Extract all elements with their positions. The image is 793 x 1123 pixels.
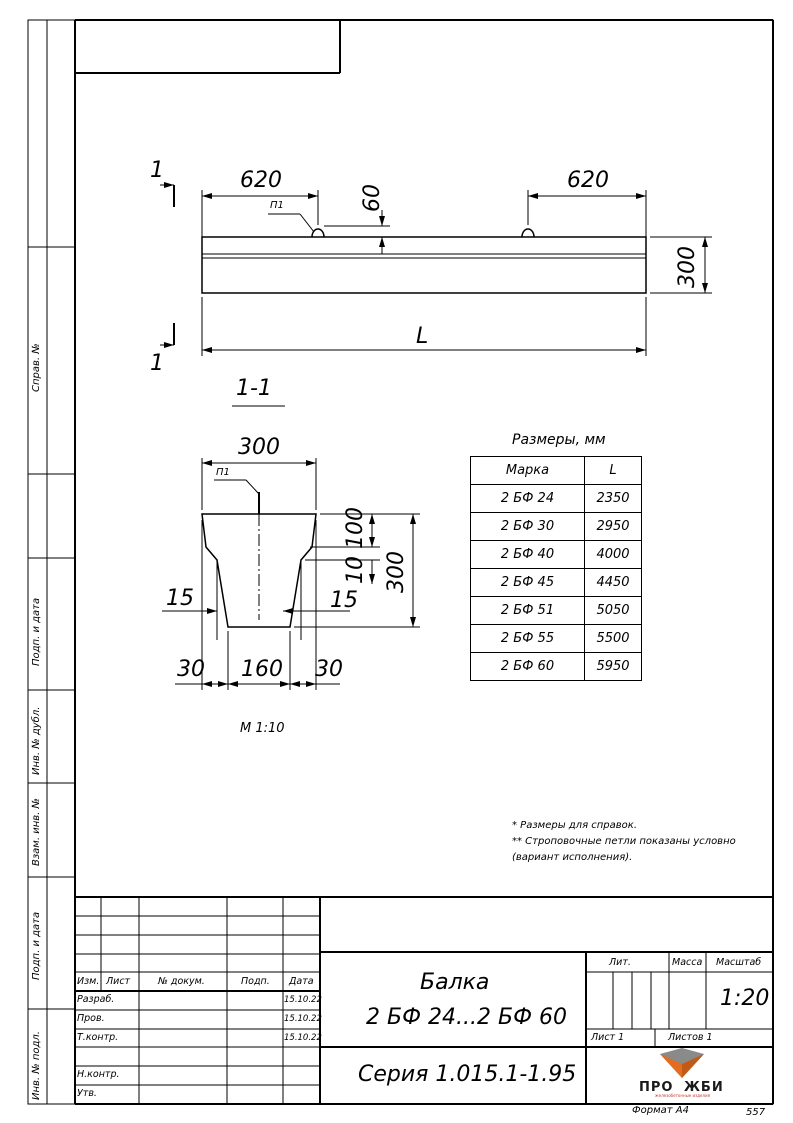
tb-name-line-1: Балка bbox=[420, 970, 490, 995]
side-inv-dubl: Инв. № дубл. bbox=[31, 706, 42, 775]
tb-nkontr: Н.контр. bbox=[77, 1069, 120, 1080]
table-header-row bbox=[471, 457, 642, 485]
note-line-3: (вариант исполнения). bbox=[512, 852, 633, 863]
dim-30-right: 30 bbox=[315, 657, 343, 682]
table-row bbox=[471, 653, 642, 681]
row-length: 5500 bbox=[585, 625, 642, 653]
tb-razrab: Разраб. bbox=[77, 994, 115, 1005]
dim-100: 100 bbox=[343, 507, 368, 549]
side-sprav: Справ. № bbox=[31, 343, 42, 392]
row-mark: 2 БФ 60 bbox=[471, 653, 585, 681]
tb-name-line-2: 2 БФ 24...2 БФ 60 bbox=[366, 1005, 567, 1030]
section-title: 1-1 bbox=[236, 376, 272, 401]
tb-data: Дата bbox=[289, 976, 314, 987]
table-row bbox=[471, 541, 642, 569]
dim-length: L bbox=[416, 324, 429, 349]
dim-300-right: 300 bbox=[384, 551, 409, 593]
dim-15-right: 15 bbox=[330, 588, 358, 613]
dim-15-left: 15 bbox=[166, 586, 194, 611]
loop-label-section: П1 bbox=[216, 467, 230, 478]
row-length: 4450 bbox=[585, 569, 642, 597]
tb-series: Серия 1.015.1-1.95 bbox=[358, 1062, 577, 1087]
dim-300-elevation: 300 bbox=[675, 246, 700, 288]
row-mark: 2 БФ 30 bbox=[471, 513, 585, 541]
tb-list: Лист bbox=[106, 976, 131, 987]
tb-date-1: 15.10.22 bbox=[284, 995, 322, 1005]
logo-tagline: железобетонные изделия bbox=[655, 1093, 710, 1098]
dim-10: 10 bbox=[343, 556, 368, 584]
tb-sheet: Лист 1 bbox=[591, 1032, 625, 1043]
row-length: 5050 bbox=[585, 597, 642, 625]
tb-date-3: 15.10.22 bbox=[284, 1033, 322, 1043]
tb-masshtab: Масштаб bbox=[716, 957, 762, 968]
row-length: 2950 bbox=[585, 513, 642, 541]
note-line-1: * Размеры для справок. bbox=[512, 820, 638, 831]
tb-massa: Масса bbox=[672, 957, 703, 968]
side-podp-data-2: Подп. и дата bbox=[31, 911, 42, 980]
table-row bbox=[471, 569, 642, 597]
row-mark: 2 БФ 45 bbox=[471, 569, 585, 597]
loop-label-elevation: П1 bbox=[270, 200, 284, 211]
note-line-2: ** Строповочные петли показаны условно bbox=[512, 836, 736, 847]
header-mark: Марка bbox=[471, 457, 585, 485]
dim-620-right: 620 bbox=[567, 168, 609, 193]
table-row bbox=[471, 485, 642, 513]
logo-right-text: ЖБИ bbox=[684, 1080, 724, 1095]
tb-prov: Пров. bbox=[77, 1013, 105, 1024]
side-podp-data-1: Подп. и дата bbox=[31, 597, 42, 666]
dim-620-left: 620 bbox=[240, 168, 282, 193]
sizes-table-caption: Размеры, мм bbox=[512, 432, 606, 448]
dim-30-left: 30 bbox=[177, 657, 205, 682]
side-inv-podl: Инв. № подл. bbox=[31, 1031, 42, 1100]
section-scale: М 1:10 bbox=[240, 721, 285, 736]
row-mark: 2 БФ 55 bbox=[471, 625, 585, 653]
row-length: 4000 bbox=[585, 541, 642, 569]
dim-160: 160 bbox=[241, 657, 283, 682]
side-vzam-inv: Взам. инв. № bbox=[31, 798, 42, 866]
logo-left-text: ПРО bbox=[639, 1080, 674, 1095]
tb-podp: Подп. bbox=[241, 976, 270, 987]
section-mark-bottom: 1 bbox=[150, 351, 164, 376]
tb-utv: Утв. bbox=[77, 1088, 97, 1099]
tb-sheets: Листов 1 bbox=[668, 1032, 713, 1043]
row-length: 2350 bbox=[585, 485, 642, 513]
footer-code: 557 bbox=[746, 1107, 766, 1118]
dim-60: 60 bbox=[360, 184, 385, 212]
header-length: L bbox=[585, 457, 642, 485]
section-mark-top: 1 bbox=[150, 158, 164, 183]
row-mark: 2 БФ 24 bbox=[471, 485, 585, 513]
tb-scale: 1:20 bbox=[720, 986, 770, 1011]
table-row bbox=[471, 625, 642, 653]
dim-300-top: 300 bbox=[238, 435, 280, 460]
tb-doc: № докум. bbox=[158, 976, 205, 987]
row-length: 5950 bbox=[585, 653, 642, 681]
tb-date-2: 15.10.22 bbox=[284, 1014, 322, 1024]
sizes-table bbox=[470, 456, 642, 681]
tb-tkontr: Т.контр. bbox=[77, 1032, 119, 1043]
tb-izm: Изм. bbox=[77, 976, 100, 987]
table-row bbox=[471, 597, 642, 625]
table-row bbox=[471, 513, 642, 541]
tb-lit: Лит. bbox=[609, 957, 631, 968]
row-mark: 2 БФ 40 bbox=[471, 541, 585, 569]
footer-format: Формат А4 bbox=[632, 1105, 689, 1116]
row-mark: 2 БФ 51 bbox=[471, 597, 585, 625]
